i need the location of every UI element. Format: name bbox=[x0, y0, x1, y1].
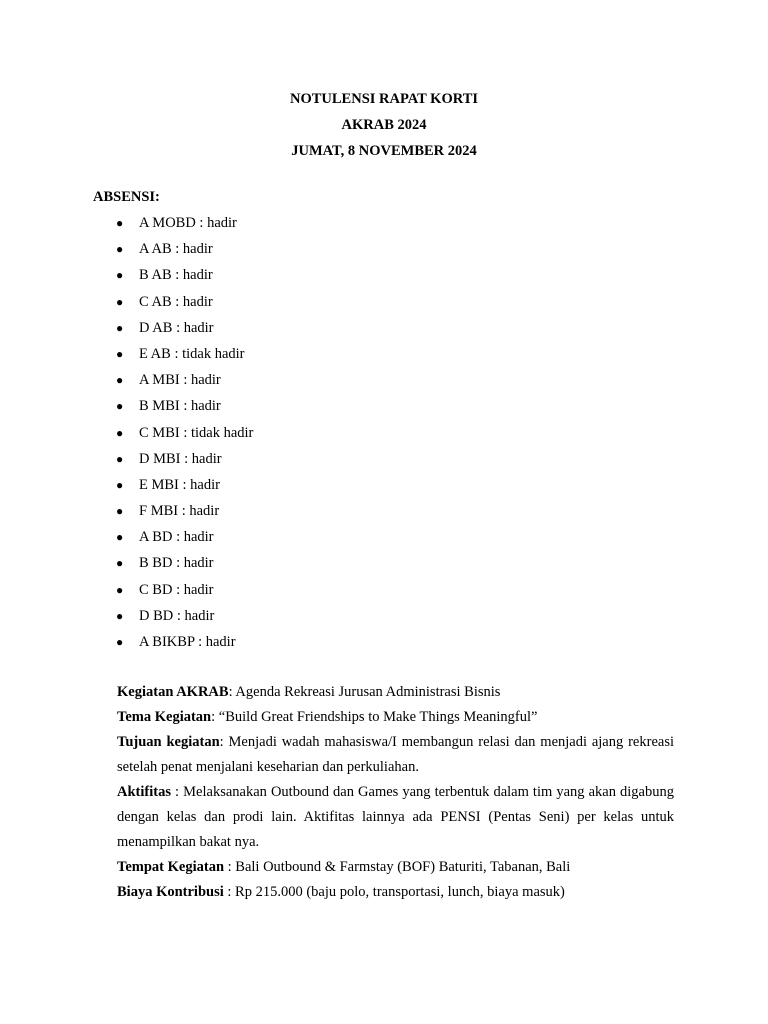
aktifitas-value: : Melaksanakan Outbound dan Games yang terbentuk dalam tim yang akan digabung dengan kelas dan prodi lain. Aktifitas lainnya ada PENSI (Pentas Seni) per kelas untuk menampilkan bakat nya. bbox=[117, 784, 674, 850]
attendance-item bbox=[116, 236, 253, 262]
bullet-icon: ● bbox=[116, 504, 124, 519]
bullet-icon: ● bbox=[116, 530, 124, 545]
tempat-value: : Bali Outbound & Farmstay (BOF) Baturiti, Tabanan, Bali bbox=[224, 859, 571, 875]
attendance-item bbox=[116, 629, 253, 655]
bullet-icon: ● bbox=[116, 582, 124, 597]
tujuan-label: Tujuan kegiatan bbox=[117, 734, 220, 750]
document-header bbox=[0, 86, 768, 164]
attendance-item bbox=[116, 289, 253, 315]
tempat-row bbox=[117, 855, 674, 880]
attendance-text: A MBI : hadir bbox=[139, 372, 221, 389]
bullet-icon: ● bbox=[116, 216, 124, 230]
attendance-text: A MOBD : hadir bbox=[139, 215, 237, 231]
kegiatan-row bbox=[117, 680, 674, 705]
bullet-icon: ● bbox=[116, 294, 124, 309]
attendance-text: A BIKBP : hadir bbox=[139, 634, 236, 650]
attendance-item bbox=[116, 367, 253, 393]
meeting-date: JUMAT, 8 NOVEMBER 2024 bbox=[291, 143, 477, 159]
attendance-item bbox=[116, 603, 253, 629]
kegiatan-label: Kegiatan AKRAB bbox=[117, 684, 229, 700]
tema-label: Tema Kegiatan bbox=[117, 709, 212, 725]
bullet-icon: ● bbox=[116, 451, 124, 466]
biaya-row bbox=[117, 880, 674, 905]
bullet-icon: ● bbox=[116, 477, 124, 492]
kegiatan-value: : Agenda Rekreasi Jurusan Administrasi Bisnis bbox=[228, 684, 501, 700]
attendance-text: E AB : tidak hadir bbox=[139, 345, 245, 362]
attendance-item bbox=[116, 577, 253, 603]
bullet-icon: ● bbox=[116, 608, 124, 623]
attendance-item bbox=[116, 446, 253, 472]
tujuan-row bbox=[117, 730, 674, 780]
attendance-item bbox=[116, 210, 253, 236]
aktifitas-row bbox=[117, 780, 674, 855]
attendance-text: F MBI : hadir bbox=[139, 503, 220, 520]
attendance-text: A BD : hadir bbox=[139, 529, 214, 546]
biaya-value: : Rp 215.000 (baju polo, transportasi, lunch, biaya masuk) bbox=[223, 884, 565, 900]
bullet-icon: ● bbox=[116, 346, 124, 361]
attendance-item bbox=[116, 262, 253, 288]
aktifitas-label: Aktifitas bbox=[117, 784, 171, 800]
tempat-label: Tempat Kegiatan bbox=[117, 859, 225, 875]
attendance-text: A AB : hadir bbox=[139, 241, 213, 258]
bullet-icon: ● bbox=[116, 635, 124, 649]
bullet-icon: ● bbox=[116, 268, 124, 283]
event-name: AKRAB 2024 bbox=[341, 117, 427, 133]
attendance-text: E MBI : hadir bbox=[139, 476, 220, 493]
attendance-list bbox=[116, 210, 253, 655]
attendance-text: D MBI : hadir bbox=[139, 450, 222, 467]
tujuan-value: : Menjadi wadah mahasiswa/I membangun relasi dan menjadi ajang rekreasi setelah penat menjalani keseharian dan perkuliahan. bbox=[117, 734, 674, 775]
bullet-icon: ● bbox=[116, 242, 124, 257]
attendance-text: B MBI : hadir bbox=[139, 398, 221, 415]
attendance-item bbox=[116, 420, 253, 446]
attendance-item bbox=[116, 550, 253, 576]
bullet-icon: ● bbox=[116, 425, 124, 440]
attendance-text: C AB : hadir bbox=[139, 293, 213, 310]
bullet-icon: ● bbox=[116, 373, 124, 388]
attendance-text: C MBI : tidak hadir bbox=[139, 424, 254, 441]
attendance-text: B BD : hadir bbox=[139, 555, 214, 572]
bullet-icon: ● bbox=[116, 556, 124, 571]
event-info bbox=[117, 680, 674, 905]
attendance-item bbox=[116, 393, 253, 419]
attendance-text: C BD : hadir bbox=[139, 581, 214, 598]
attendance-item bbox=[116, 498, 253, 524]
document-title: NOTULENSI RAPAT KORTI bbox=[289, 91, 479, 107]
attendance-text: D BD : hadir bbox=[139, 607, 215, 624]
attendance-item bbox=[116, 472, 253, 498]
attendance-heading: ABSENSI: bbox=[93, 189, 160, 205]
attendance-item bbox=[116, 315, 253, 341]
attendance-item bbox=[116, 341, 253, 367]
biaya-label: Biaya Kontribusi bbox=[117, 884, 224, 900]
attendance-text: B AB : hadir bbox=[139, 267, 213, 284]
tema-row bbox=[117, 705, 674, 730]
bullet-icon: ● bbox=[116, 320, 124, 335]
tema-value: : “Build Great Friendships to Make Things Meaningful” bbox=[211, 709, 538, 725]
bullet-icon: ● bbox=[116, 399, 124, 414]
attendance-text: D AB : hadir bbox=[139, 319, 214, 336]
attendance-item bbox=[116, 524, 253, 550]
